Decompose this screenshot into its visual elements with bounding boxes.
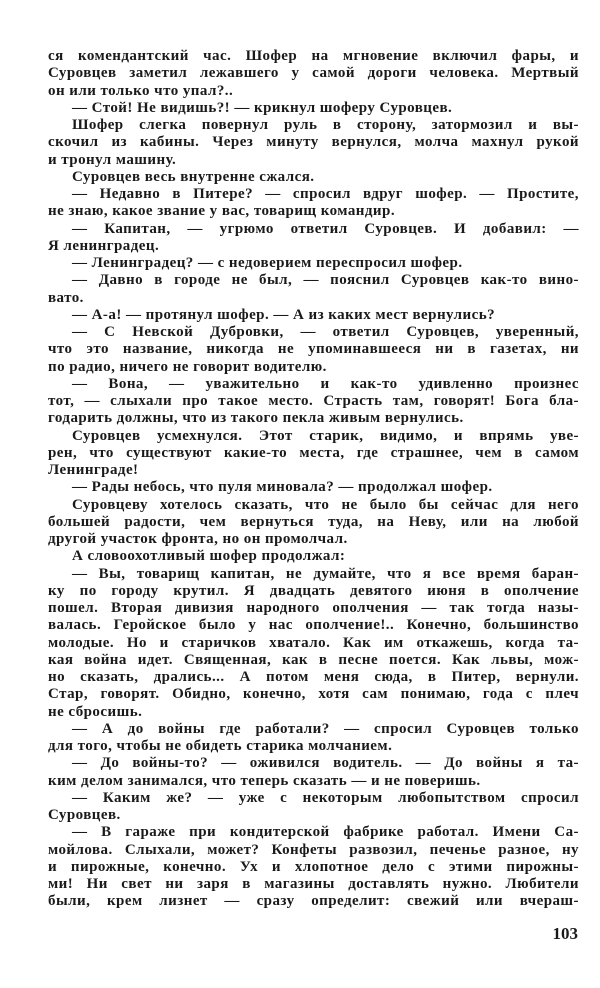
text-line: ким делом занимался, что теперь сказать — и не поверишь. [48, 772, 481, 789]
text-line: он или только что упал?.. [48, 82, 234, 99]
paragraph [48, 376, 579, 428]
text-line: и пирожные, конечно. Ух и хлопотное дело с этими пирожны- [48, 858, 579, 875]
text-line: — Вона, — уважительно и как-то удивленно произнес [72, 375, 579, 392]
text-line: валась. Геройское было у нас ополчение!.. Конечно, большинство [48, 617, 579, 634]
text-line: для того, чтобы не обидеть старика молчанием. [48, 738, 393, 754]
text-line: — До войны-то? — оживился водитель. — До войны я та- [72, 755, 579, 772]
page-number: 103 [552, 924, 578, 943]
text-line: ми! Ни свет ни заря в магазины доставлять нужно. Любители [48, 876, 579, 892]
text-line: — Недавно в Питере? — спросил вдруг шофер. — Простите, [72, 186, 579, 202]
paragraph [48, 428, 579, 480]
book-page-text [48, 48, 579, 911]
paragraph [48, 790, 579, 825]
text-line: годарить должны, что из такого пекла живым вернулись. [48, 410, 464, 427]
paragraph [48, 272, 579, 307]
paragraph [48, 548, 579, 565]
text-line: не сбросишь. [48, 703, 143, 720]
text-line: Суровцев. [48, 807, 121, 823]
paragraph [48, 221, 579, 256]
text-line: пошел. Вторая дивизия народного ополчения — так тогда назы- [48, 600, 579, 616]
text-line: Я ленинградец. [48, 237, 160, 254]
text-line: — Каким же? — уже с некоторым любопытством спросил [72, 789, 579, 806]
text-line: другой участок фронта, но он промолчал. [48, 531, 348, 547]
text-line: скочил из кабины. Через минуту вернулся, молча махнул рукой [48, 134, 579, 151]
text-line: Шофер слегка повернул руль в сторону, затормозил и вы- [72, 117, 579, 133]
paragraph [48, 169, 579, 186]
text-line: не знаю, какое звание у вас, товарищ командир. [48, 203, 396, 220]
paragraph [48, 721, 579, 756]
text-line: вато. [48, 289, 84, 306]
text-line: Суровцев усмехнулся. Этот старик, видимо, и впрямь уве- [72, 427, 579, 444]
text-line: Стар, говорят. Обидно, конечно, хотя сам понимаю, года с плеч [48, 686, 579, 703]
text-line: мойлова. Слыхали, может? Конфеты развозил, печенье разное, ну [48, 841, 579, 858]
paragraph [48, 100, 579, 117]
text-line: рен, что существуют какие-то места, где страшнее, чем в самом [48, 444, 579, 461]
text-line: и тронул машину. [48, 151, 177, 168]
text-line: Суровцев весь внутренне сжался. [72, 168, 315, 185]
text-line: — Давно в городе не был, — пояснил Суровцев как-то вино- [72, 272, 579, 289]
text-line: — В гараже при кондитерской фабрике работал. Имени Са- [72, 824, 579, 841]
paragraph [48, 186, 579, 221]
text-line: кая война идет. Священная, как в песне поется. Как львы, мож- [48, 651, 579, 668]
text-line: большей радости, чем вернуться туда, на Неву, или на любой [48, 513, 579, 530]
text-line: — А до войны где работали? — спросил Суровцев только [72, 720, 579, 737]
paragraph [48, 307, 579, 324]
text-line: по радио, ничего не говорит водителю. [48, 358, 327, 375]
text-line: — Рады небось, что пуля миновала? — продолжал шофер. [72, 479, 493, 496]
paragraph [48, 48, 579, 100]
text-line: но сказать, дрались... А потом меня сюда, в Питер, вернули. [48, 669, 579, 685]
text-line: — С Невской Дубровки, — ответил Суровцев, уверенный, [72, 324, 579, 340]
text-line: ку по городу крутил. Я двадцать девятого июня в ополчение [48, 582, 579, 599]
text-line: — Ленинградец? — с недоверием переспросил шофер. [72, 255, 463, 271]
text-line: что это название, никогда не упоминавшееся ни в газетах, ни [48, 341, 579, 358]
text-line: — Стой! Не видишь?! — крикнул шоферу Суровцев. [72, 99, 453, 116]
paragraph [48, 479, 579, 496]
text-line: — А-а! — протянул шофер. — А из каких мест вернулись? [72, 306, 496, 323]
text-line: Ленинграде! [48, 462, 139, 478]
text-line: Суровцеву хотелось сказать, что не было бы сейчас для него [72, 496, 579, 513]
paragraph [48, 255, 579, 272]
text-line: — Капитан, — угрюмо ответил Суровцев. И добавил: — [72, 220, 579, 237]
text-line: А словоохотливый шофер продолжал: [72, 548, 346, 565]
text-line: Суровцев заметил лежавшего у самой дороги человека. Мертвый [48, 65, 579, 82]
text-line: ся комендантский час. Шофер на мгновение включил фары, и [48, 48, 579, 64]
paragraph [48, 497, 579, 549]
paragraph [48, 324, 579, 376]
text-line: — Вы, товарищ капитан, не думайте, что я все время баран- [72, 565, 579, 582]
text-line: тот, — слыхали про такое место. Страсть там, говорят! Бога бла- [48, 393, 579, 409]
paragraph [48, 824, 579, 910]
paragraph [48, 755, 579, 790]
text-line: были, крем лизнет — сразу определит: свежий или вчераш- [48, 893, 579, 910]
paragraph [48, 117, 579, 169]
paragraph [48, 566, 579, 721]
text-line: молодые. Но и старичков хватало. Как им откажешь, когда та- [48, 634, 579, 651]
